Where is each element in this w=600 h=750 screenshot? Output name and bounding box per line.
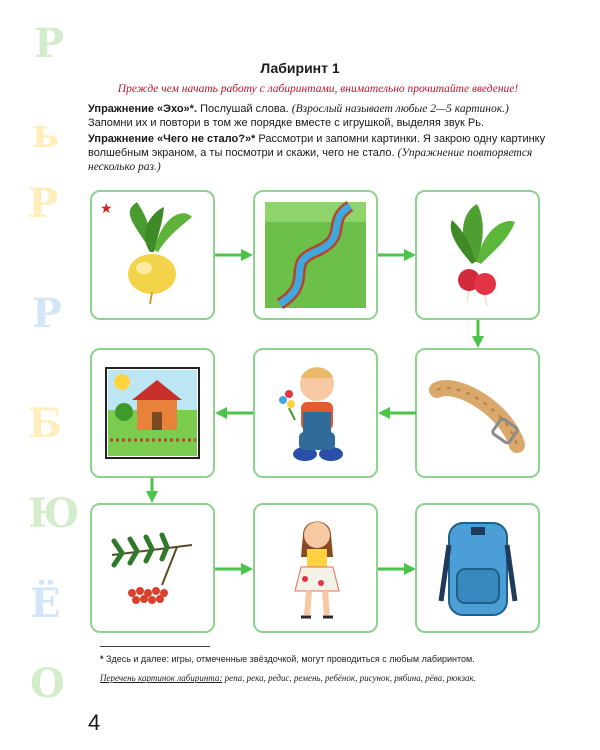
- child-icon: [255, 350, 376, 476]
- page-title: Лабиринт 1: [260, 60, 340, 76]
- card-turnip[interactable]: [90, 190, 215, 320]
- page-number: 4: [88, 710, 101, 735]
- picture-list-label: Перечень картинок лабиринта:: [100, 673, 223, 683]
- decorative-letter: О: [30, 660, 65, 707]
- river-icon: [255, 192, 376, 318]
- decorative-letter-strip: [0, 0, 80, 750]
- rowan-icon: [92, 505, 213, 631]
- arrow-left-icon: [378, 406, 416, 420]
- decorative-letter: Р: [28, 180, 59, 227]
- intro-warning: Прежде чем начать работу с лабиринтами, внимательно прочитайте введение!: [117, 83, 519, 95]
- footnote: [100, 654, 540, 664]
- decorative-letter: Ю: [28, 490, 80, 537]
- card-drawing[interactable]: [90, 348, 215, 478]
- decorative-letter: Р: [32, 290, 63, 337]
- exercise-missing-note: (Упражнение повторяется несколько раз.): [88, 147, 533, 173]
- arrow-down-icon: [471, 320, 485, 348]
- card-radish[interactable]: [415, 190, 540, 320]
- card-girl[interactable]: [253, 503, 378, 633]
- card-river[interactable]: [253, 190, 378, 320]
- arrow-down-icon: [145, 478, 159, 503]
- arrow-right-icon: [378, 562, 416, 576]
- exercise-echo-text-2: Запомни их и повтори в том же порядке вместе с игрушкой, выделяя звук Рь.: [88, 117, 485, 129]
- picture-list: [100, 673, 540, 683]
- exercise-echo-label: Упражнение «Эхо»*.: [88, 103, 198, 115]
- exercise-missing-label: Упражнение «Чего не стало?»*: [88, 133, 256, 145]
- exercise-echo: [88, 102, 548, 130]
- star-icon: ★: [100, 200, 113, 216]
- card-backpack[interactable]: [415, 503, 540, 633]
- drawing-icon: [92, 350, 213, 476]
- picture-list-items: репа, река, редис, ремень, ребёнок, рисунок, рябина, рёва, рюкзак.: [222, 673, 476, 683]
- card-rowan[interactable]: [90, 503, 215, 633]
- footnote-divider: [100, 646, 210, 647]
- radish-icon: [417, 192, 538, 318]
- girl-icon: [255, 505, 376, 631]
- card-child[interactable]: [253, 348, 378, 478]
- exercise-echo-note: (Взрослый называет любые 2—5 картинок.): [291, 103, 509, 115]
- card-belt[interactable]: [415, 348, 540, 478]
- belt-icon: [417, 350, 538, 476]
- exercise-echo-text: Послушай слова.: [197, 103, 292, 115]
- exercise-missing: [88, 132, 548, 174]
- decorative-letter: ь: [32, 110, 60, 157]
- decorative-letter: Р: [34, 20, 65, 67]
- decorative-letter: Ё: [30, 580, 61, 627]
- backpack-icon: [417, 505, 538, 631]
- arrow-left-icon: [215, 406, 253, 420]
- arrow-right-icon: [215, 562, 253, 576]
- turnip-icon: [92, 192, 213, 318]
- arrow-right-icon: [215, 248, 253, 262]
- exercise-missing-text: Рассмотри и запомни картинки. Я закрою одну картинку волшебным экраном, а ты посмотри и скажи, чего не стало.: [88, 133, 546, 159]
- footnote-text: Здесь и далее: игры, отмеченные звёздочкой, могут проводиться с любым лабиринтом.: [103, 654, 475, 664]
- footnote-marker: *: [100, 654, 104, 664]
- decorative-letter: Б: [28, 400, 63, 447]
- arrow-right-icon: [378, 248, 416, 262]
